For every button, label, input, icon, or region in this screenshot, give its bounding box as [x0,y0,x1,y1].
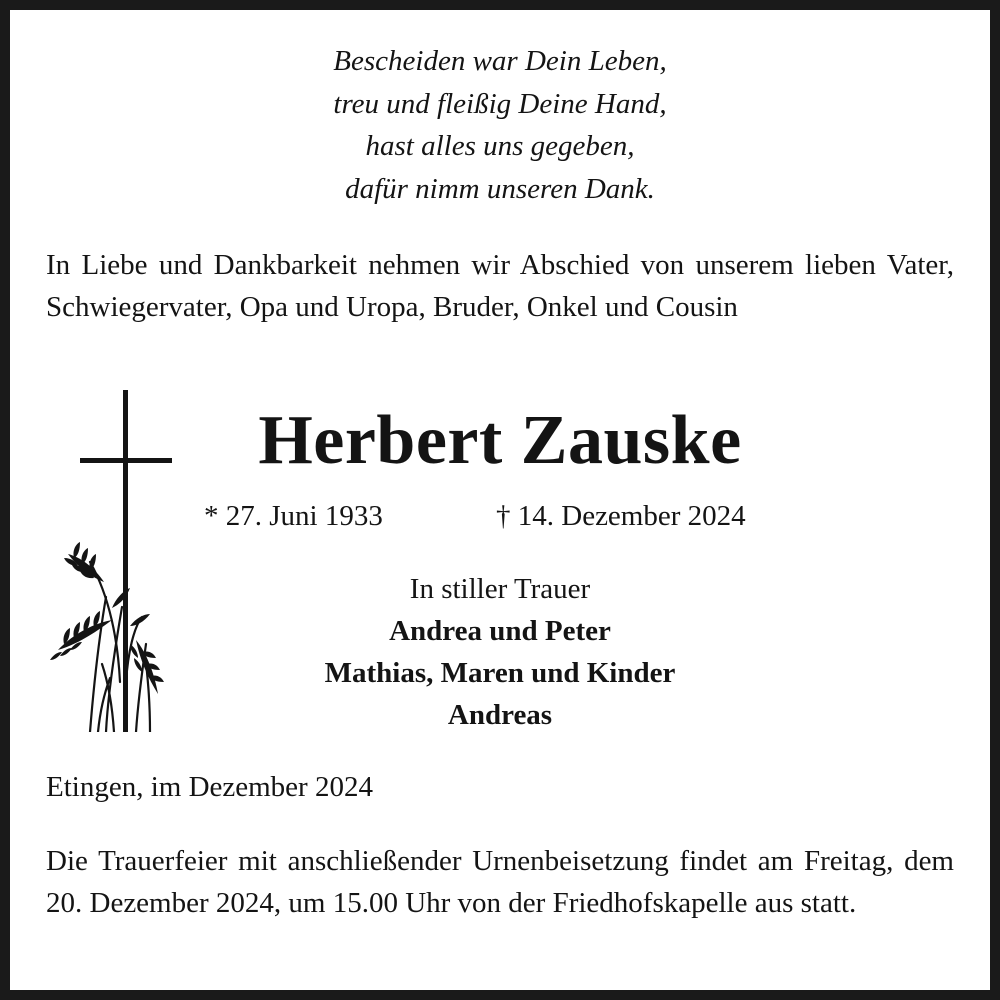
poem-line: treu und fleißig Deine Hand, [333,87,667,120]
poem-line: hast alles uns gegeben, [365,130,635,162]
mourner-names: Andreas [447,699,553,731]
memorial-poem [10,40,990,210]
ceremony-info: Die Trauerfeier mit anschließender Urnenbeisetzung findet am Freitag, dem 20. Dezember 2024, um 15.00 Uhr von der Friedhofskapelle aus statt. [46,845,954,919]
place-and-date: Etingen, im Dezember 2024 [46,771,373,803]
mourners-block [10,568,990,736]
poem-line: Bescheiden war Dein Leben, [333,45,667,77]
mourning-lead: In stiller Trauer [409,573,591,605]
mourner-names: Andrea und Peter [389,615,611,647]
birth-date: * 27. Juni 1933 [204,500,383,532]
mourner-names: Mathias, Maren und Kinder [324,657,676,689]
poem-line: dafür nimm unseren Dank. [345,172,655,205]
death-date: † 14. Dezember 2024 [496,500,746,532]
farewell-text: In Liebe und Dankbarkeit nehmen wir Abschied von unserem lieben Vater, Schwiegervater, Opa und Uropa, Bruder, Onkel und Cousin [46,249,954,323]
deceased-name: Herbert Zauske [258,402,742,479]
